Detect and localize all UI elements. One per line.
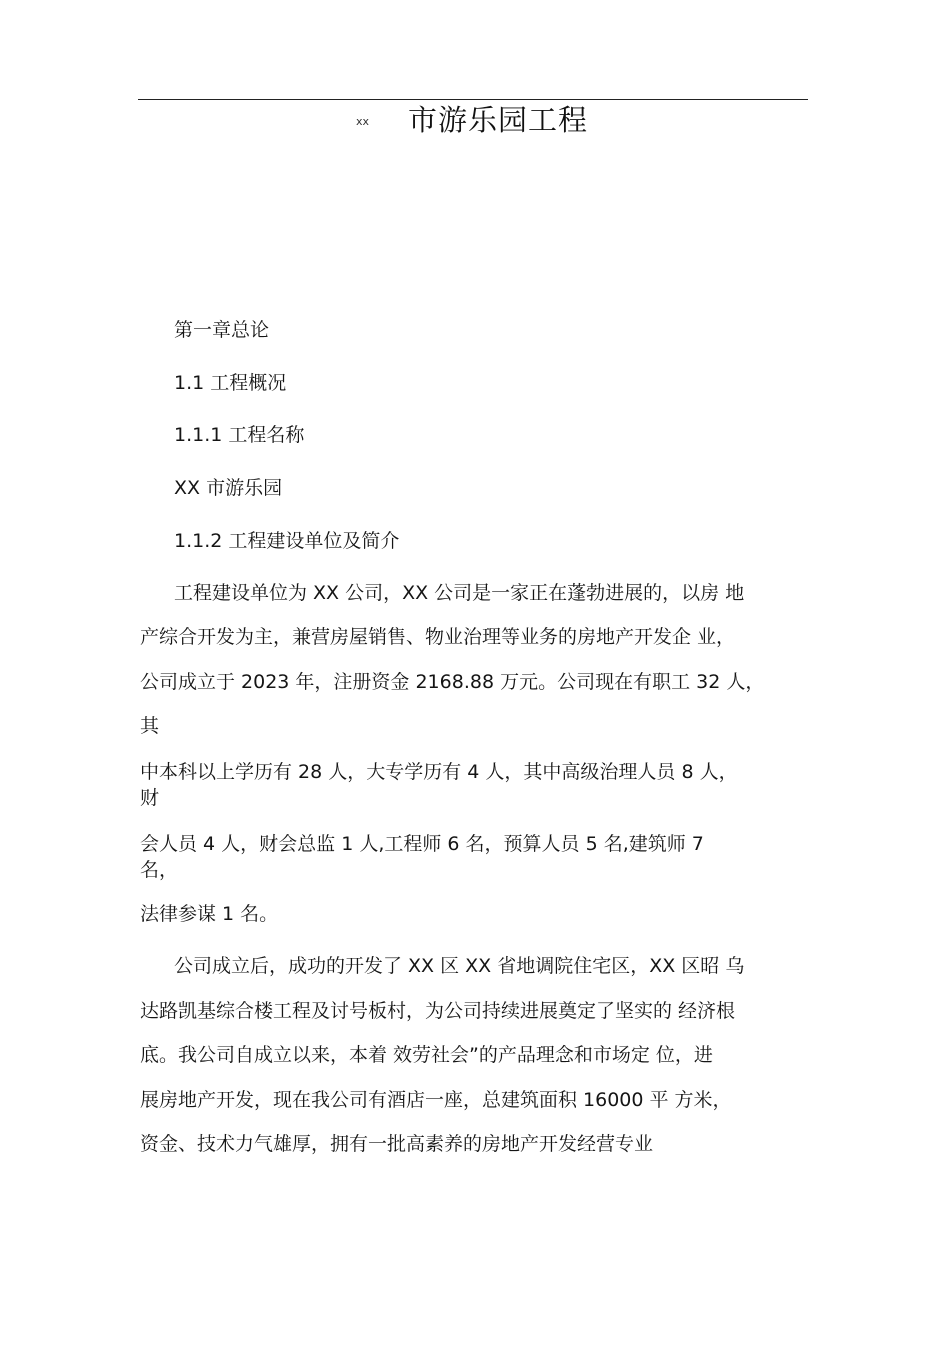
paragraph-line: 资金、技术力气雄厚，拥有一批高素养的房地产开发经营专业 (140, 1133, 654, 1155)
paragraph-line: 公司成立于 2023 年，注册资金 2168.88 万元。公司现在有职工 32 人， (140, 671, 765, 693)
paragraph-line: 其 (140, 715, 160, 737)
paragraph-line: 展房地产开发，现在我公司有酒店一座，总建筑面积 16000 平 方米， (140, 1089, 732, 1111)
paragraph-line: 达路凯基综合楼工程及讨号板村，为公司持续进展奠定了坚实的 经济根 (140, 1000, 736, 1022)
paragraph-line: 公司成立后，成功的开发了 XX 区 XX 省地调院住宅区，XX 区昭 乌 (174, 955, 745, 977)
section-heading-1-1-1: 1.1.1 工程名称 (174, 424, 305, 446)
document-title (0, 96, 950, 136)
paragraph-line: 中本科以上学历有 28 人，大专学历有 4 人，其中高级治理人员 8 人， (140, 761, 738, 783)
title-main: 市游乐园工程 (408, 103, 589, 137)
paragraph-line: 名， (140, 859, 179, 881)
paragraph-line: 产综合开发为主，兼营房屋销售、物业治理等业务的房地产开发企 业， (140, 626, 736, 648)
project-name: XX 市游乐园 (174, 477, 283, 499)
section-heading-1-1: 1.1 工程概况 (174, 372, 287, 394)
paragraph-line: 财 (140, 787, 160, 809)
title-prefix: xx (356, 115, 370, 128)
paragraph-line: 工程建设单位为 XX 公司，XX 公司是一家正在蓬勃进展的，以房 地 (174, 582, 745, 604)
paragraph-line: 会人员 4 人，财会总监 1 人,工程师 6 名，预算人员 5 名,建筑师 7 (140, 833, 704, 855)
paragraph-line: 法律参谋 1 名。 (140, 903, 279, 925)
chapter-heading: 第一章总论 (174, 319, 270, 341)
section-heading-1-1-2: 1.1.2 工程建设单位及简介 (174, 530, 400, 552)
paragraph-line: 底。我公司自成立以来，本着 效劳社会”的产品理念和市场定 位，进 (140, 1044, 713, 1066)
